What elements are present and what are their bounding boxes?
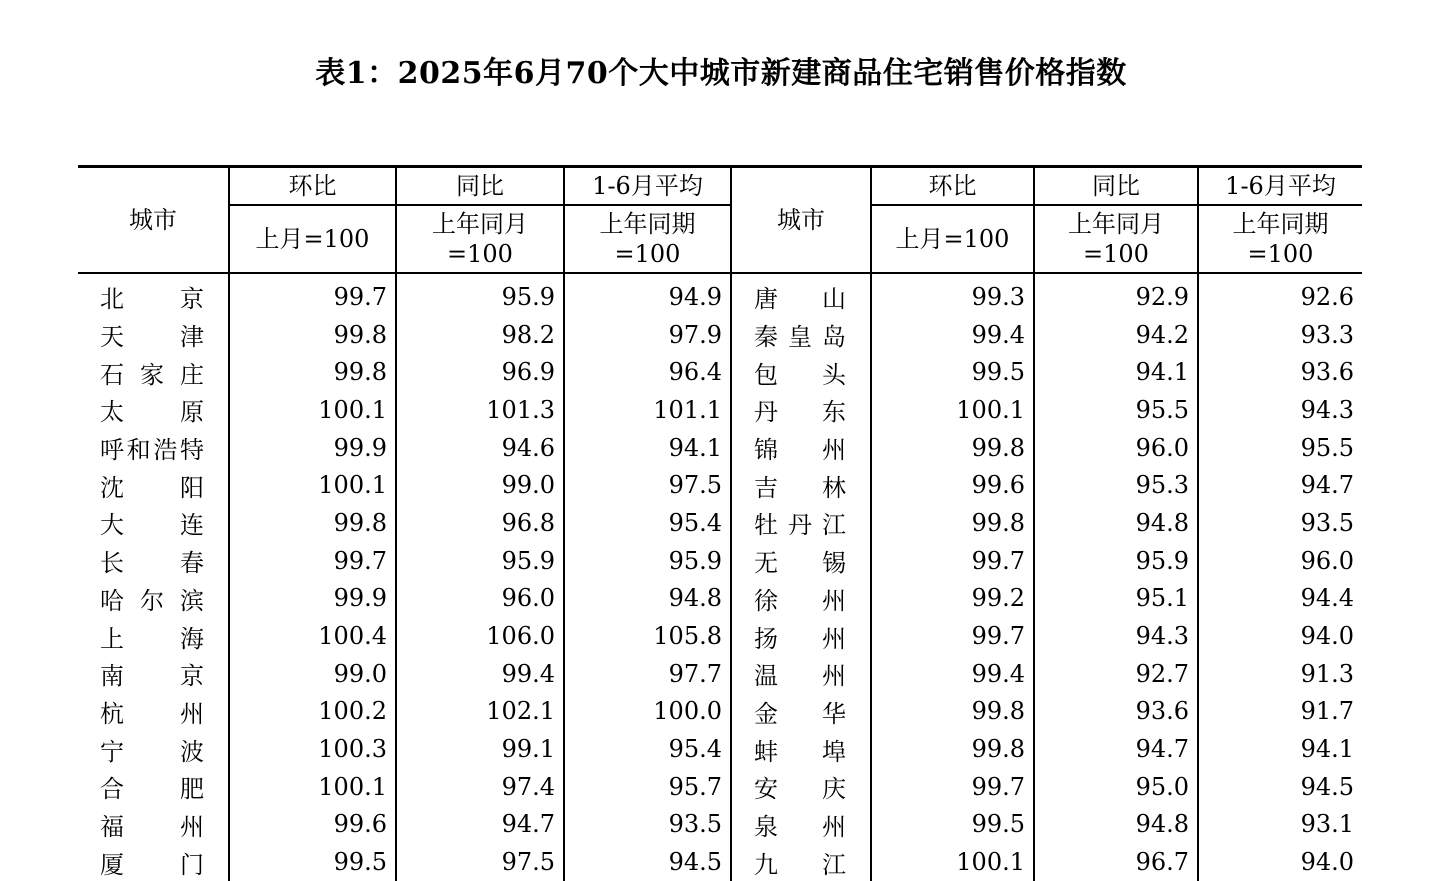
avg-header-left: 1-6月平均: [564, 167, 731, 206]
city-name-right: 牡丹江: [731, 504, 871, 542]
yoy-value-right: 92.7: [1034, 655, 1198, 693]
avg-value-right: 94.0: [1300, 848, 1354, 877]
yoy-value-left: 101.3: [396, 391, 564, 429]
yoy-value-left: 95.9: [396, 542, 564, 580]
table-row: [78, 391, 1362, 429]
avg-value-left: 97.5: [564, 466, 731, 504]
table-row: [78, 730, 1362, 768]
yoy-value-right: 94.1: [1034, 353, 1198, 391]
mom-value-right: 99.7: [871, 768, 1034, 806]
city-name-left: 天津: [78, 316, 229, 354]
yoy-value-left: 98.2: [396, 316, 564, 354]
avg-value-right: 93.5: [1300, 508, 1354, 537]
city-name-left: 上海: [78, 617, 229, 655]
avg-value-right: 91.3: [1300, 659, 1354, 688]
city-name-right: 徐州: [731, 580, 871, 618]
table-row: [78, 542, 1362, 580]
mom-value-left: 99.8: [229, 504, 396, 542]
avg-value-left: 95.4: [564, 504, 731, 542]
avg-value-right: 96.0: [1300, 546, 1354, 575]
mom-value-left: 100.3: [229, 730, 396, 768]
table-row: [78, 617, 1362, 655]
yoy-base-right: 上年同月 =100: [1034, 205, 1198, 273]
table-row: [78, 273, 1362, 316]
avg-value-right: 94.1: [1300, 735, 1354, 764]
mom-value-right: 99.5: [871, 353, 1034, 391]
mom-value-right: 100.1: [871, 391, 1034, 429]
mom-value-left: 99.9: [229, 580, 396, 618]
city-name-left: 太原: [78, 391, 229, 429]
city-name-left: 哈尔滨: [78, 580, 229, 618]
yoy-value-right: 95.3: [1034, 466, 1198, 504]
avg-value-right: 94.3: [1300, 395, 1354, 424]
yoy-value-left: 99.4: [396, 655, 564, 693]
table-row: [78, 693, 1362, 731]
table-row: [78, 429, 1362, 467]
city-name-right: 秦皇岛: [731, 316, 871, 354]
mom-header-left: 环比: [229, 167, 396, 206]
yoy-value-right: 96.7: [1034, 843, 1198, 881]
avg-header-right: 1-6月平均: [1198, 167, 1362, 206]
avg-value-right: 94.0: [1300, 622, 1354, 651]
yoy-value-right: 92.9: [1034, 273, 1198, 316]
yoy-value-left: 96.9: [396, 353, 564, 391]
yoy-value-right: 94.8: [1034, 504, 1198, 542]
avg-value-left: 105.8: [564, 617, 731, 655]
avg-base-right: 上年同期 =100: [1198, 205, 1362, 273]
yoy-value-right: 94.2: [1034, 316, 1198, 354]
city-name-right: 包头: [731, 353, 871, 391]
mom-value-right: 99.7: [871, 542, 1034, 580]
yoy-value-left: 99.0: [396, 466, 564, 504]
avg-value-right: 94.5: [1300, 772, 1354, 801]
mom-value-left: 99.7: [229, 542, 396, 580]
table-row: [78, 504, 1362, 542]
city-name-right: 蚌埠: [731, 730, 871, 768]
mom-value-right: 99.2: [871, 580, 1034, 618]
city-name-left: 宁波: [78, 730, 229, 768]
mom-value-right: 100.1: [871, 843, 1034, 881]
yoy-value-left: 95.9: [396, 273, 564, 316]
city-name-right: 金华: [731, 693, 871, 731]
yoy-value-left: 97.4: [396, 768, 564, 806]
mom-value-right: 99.4: [871, 316, 1034, 354]
table-header: [78, 167, 1362, 274]
avg-base-left: 上年同期 =100: [564, 205, 731, 273]
table-row: [78, 316, 1362, 354]
mom-value-left: 99.0: [229, 655, 396, 693]
yoy-value-left: 94.6: [396, 429, 564, 467]
mom-value-left: 99.8: [229, 316, 396, 354]
table-row: [78, 843, 1362, 881]
mom-value-left: 99.7: [229, 273, 396, 316]
avg-value-left: 93.5: [564, 806, 731, 844]
city-name-right: 泉州: [731, 806, 871, 844]
city-name-right: 扬州: [731, 617, 871, 655]
city-name-right: 唐山: [731, 273, 871, 316]
mom-value-right: 99.4: [871, 655, 1034, 693]
avg-value-right: 93.6: [1300, 358, 1354, 387]
city-name-right: 九江: [731, 843, 871, 881]
city-name-right: 吉林: [731, 466, 871, 504]
yoy-value-left: 97.5: [396, 843, 564, 881]
yoy-value-left: 94.7: [396, 806, 564, 844]
mom-value-right: 99.8: [871, 429, 1034, 467]
yoy-value-left: 96.0: [396, 580, 564, 618]
city-name-right: 丹东: [731, 391, 871, 429]
city-name-left: 石家庄: [78, 353, 229, 391]
yoy-value-right: 95.9: [1034, 542, 1198, 580]
table-row: [78, 655, 1362, 693]
city-name-left: 南京: [78, 655, 229, 693]
mom-value-left: 100.1: [229, 466, 396, 504]
table-row: [78, 466, 1362, 504]
table: [78, 165, 1362, 881]
table-body: [78, 273, 1362, 881]
avg-value-right: 93.1: [1300, 810, 1354, 839]
avg-value-left: 94.9: [564, 273, 731, 316]
table-row: [78, 768, 1362, 806]
avg-value-right: 94.7: [1300, 471, 1354, 500]
avg-value-left: 94.8: [564, 580, 731, 618]
city-name-left: 呼和浩特: [78, 429, 229, 467]
city-name-left: 长春: [78, 542, 229, 580]
avg-value-left: 95.7: [564, 768, 731, 806]
city-name-right: 安庆: [731, 768, 871, 806]
yoy-value-left: 106.0: [396, 617, 564, 655]
mom-base-right: 上月=100: [871, 205, 1034, 273]
avg-value-right: 93.3: [1300, 320, 1354, 349]
mom-value-left: 100.4: [229, 617, 396, 655]
avg-value-left: 96.4: [564, 353, 731, 391]
table-row: [78, 580, 1362, 618]
page-title: 表1：2025年6月70个大中城市新建商品住宅销售价格指数: [315, 56, 1127, 91]
city-name-right: 锦州: [731, 429, 871, 467]
yoy-header-right: 同比: [1034, 167, 1198, 206]
avg-value-right: 91.7: [1300, 697, 1354, 726]
city-header-right: 城市: [731, 167, 871, 274]
avg-value-left: 94.5: [564, 843, 731, 881]
mom-value-left: 100.1: [229, 768, 396, 806]
city-header-left: 城市: [78, 167, 229, 274]
yoy-value-right: 94.3: [1034, 617, 1198, 655]
city-name-right: 无锡: [731, 542, 871, 580]
mom-value-right: 99.7: [871, 617, 1034, 655]
mom-base-left: 上月=100: [229, 205, 396, 273]
mom-value-right: 99.3: [871, 273, 1034, 316]
table-row: [78, 353, 1362, 391]
city-name-right: 温州: [731, 655, 871, 693]
city-name-left: 沈阳: [78, 466, 229, 504]
yoy-value-left: 102.1: [396, 693, 564, 731]
city-name-left: 大连: [78, 504, 229, 542]
mom-value-left: 99.8: [229, 353, 396, 391]
mom-value-right: 99.6: [871, 466, 1034, 504]
avg-value-right: 95.5: [1300, 433, 1354, 462]
mom-value-left: 99.9: [229, 429, 396, 467]
mom-value-right: 99.8: [871, 504, 1034, 542]
avg-value-right: 94.4: [1300, 584, 1354, 613]
mom-value-right: 99.8: [871, 730, 1034, 768]
city-name-left: 福州: [78, 806, 229, 844]
avg-value-left: 97.7: [564, 655, 731, 693]
yoy-value-right: 95.5: [1034, 391, 1198, 429]
avg-value-right: 92.6: [1300, 282, 1354, 311]
avg-value-left: 94.1: [564, 429, 731, 467]
yoy-value-right: 94.8: [1034, 806, 1198, 844]
yoy-value-right: 95.0: [1034, 768, 1198, 806]
avg-value-left: 95.9: [564, 542, 731, 580]
mom-value-right: 99.8: [871, 693, 1034, 731]
yoy-header-left: 同比: [396, 167, 564, 206]
yoy-value-right: 95.1: [1034, 580, 1198, 618]
avg-value-left: 101.1: [564, 391, 731, 429]
avg-value-left: 100.0: [564, 693, 731, 731]
mom-value-left: 100.2: [229, 693, 396, 731]
city-name-left: 合肥: [78, 768, 229, 806]
yoy-value-right: 93.6: [1034, 693, 1198, 731]
yoy-value-right: 94.7: [1034, 730, 1198, 768]
mom-value-right: 99.5: [871, 806, 1034, 844]
yoy-value-left: 96.8: [396, 504, 564, 542]
mom-value-left: 100.1: [229, 391, 396, 429]
avg-value-left: 95.4: [564, 730, 731, 768]
mom-header-right: 环比: [871, 167, 1034, 206]
city-name-left: 北京: [78, 273, 229, 316]
city-name-left: 厦门: [78, 843, 229, 881]
yoy-value-left: 99.1: [396, 730, 564, 768]
city-name-left: 杭州: [78, 693, 229, 731]
avg-value-left: 97.9: [564, 316, 731, 354]
mom-value-left: 99.6: [229, 806, 396, 844]
yoy-value-right: 96.0: [1034, 429, 1198, 467]
mom-value-left: 99.5: [229, 843, 396, 881]
price-index-table: [78, 165, 1362, 881]
yoy-base-left: 上年同月 =100: [396, 205, 564, 273]
table-row: [78, 806, 1362, 844]
